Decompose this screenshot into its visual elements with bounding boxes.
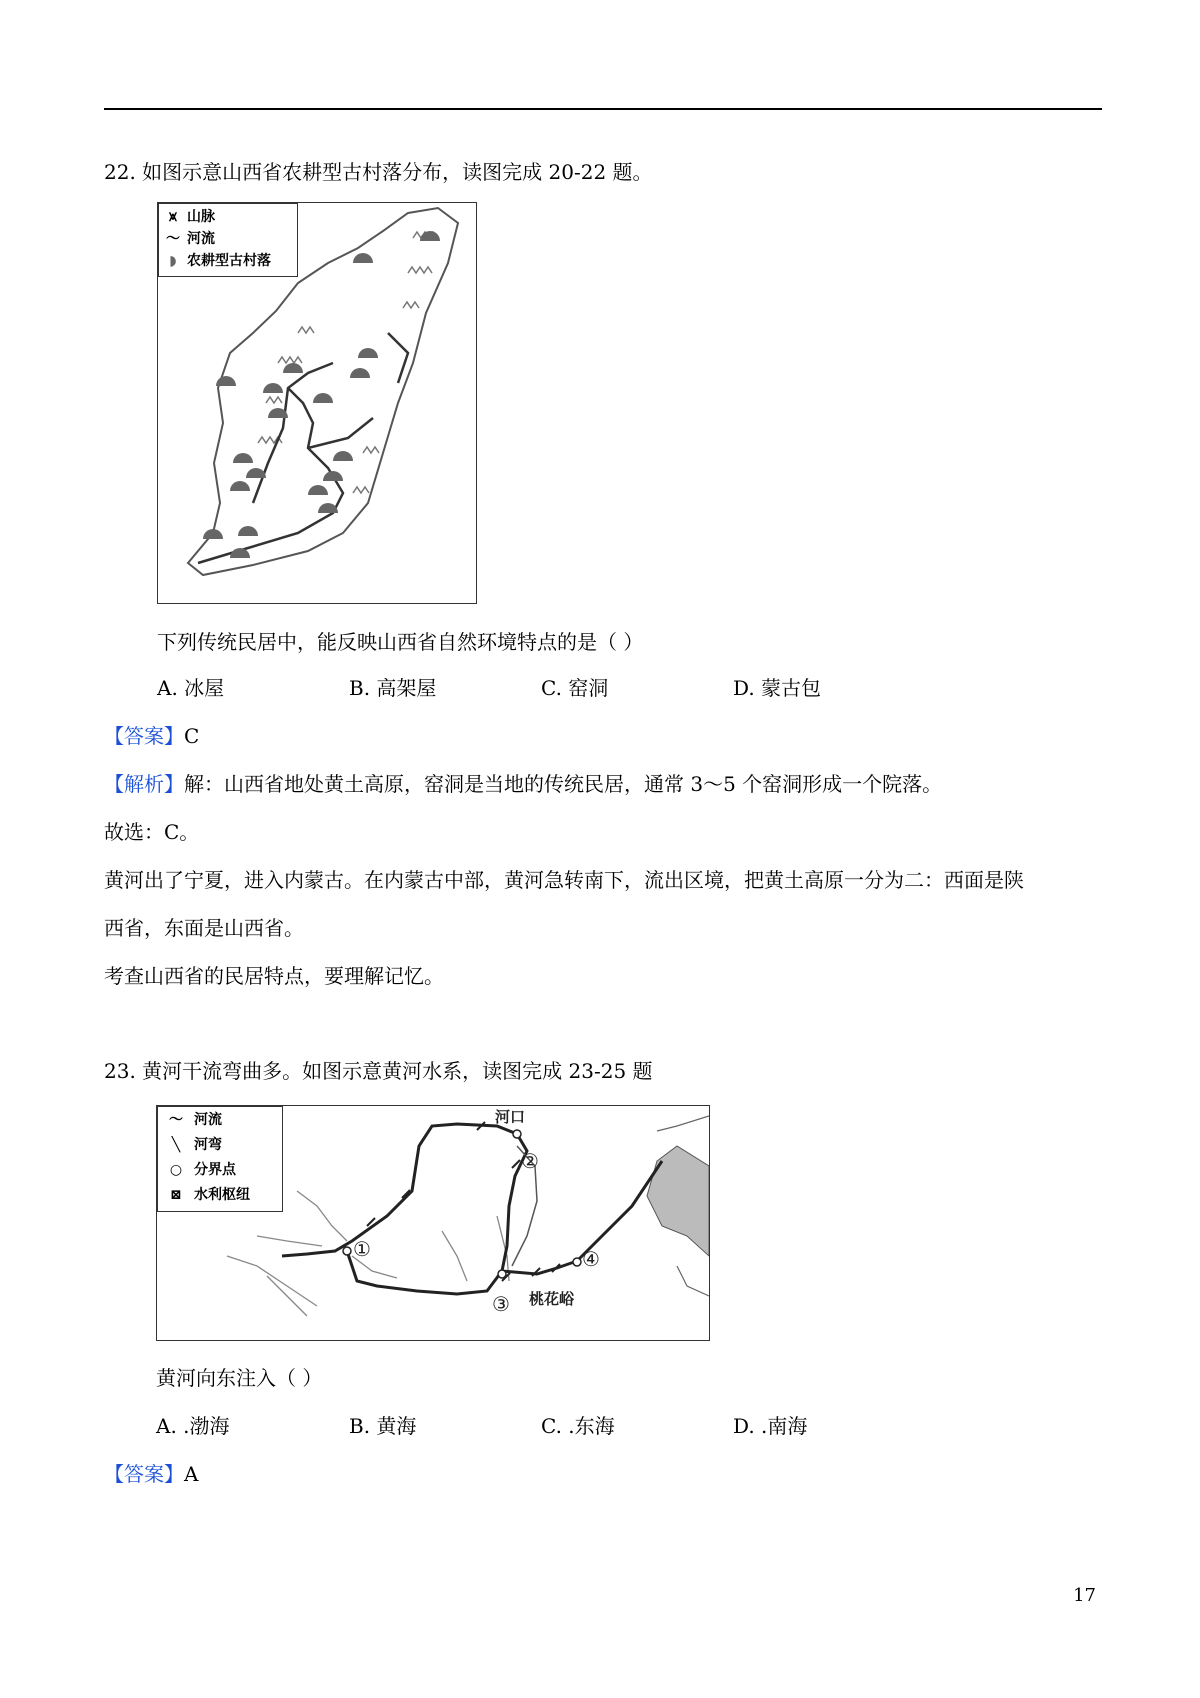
q22-analysis-line-1: 【解析】解：山西省地处黄土高原，窑洞是当地的传统民居，通常 3～5 个窑洞形成一个院落。 — [104, 772, 943, 796]
analysis-tag: 【解析】 — [104, 772, 184, 796]
label-taohuayu: 桃花峪 — [529, 1290, 575, 1308]
legend-river: 〜 河流 — [159, 228, 215, 248]
q22-analysis-line-3: 黄河出了宁夏，进入内蒙古。在内蒙古中部，黄河急转南下，流出区境，把黄土高原一分为二：西面是陕 — [104, 868, 1024, 892]
bend-icon: ╲ — [171, 1137, 181, 1153]
q23-option-d: D. .南海 — [733, 1414, 808, 1438]
village-icon: ◗ — [169, 253, 177, 269]
q23-stem: 23. 黄河干流弯曲多。如图示意黄河水系，读图完成 23-25 题 — [104, 1059, 653, 1083]
river-icon: 〜 — [169, 1112, 183, 1128]
q22-analysis-line-4: 西省，东面是山西省。 — [104, 916, 304, 940]
yellow-river-map-legend — [157, 1106, 283, 1212]
answer-tag: 【答案】 — [104, 724, 184, 748]
label-point-4: ④ — [582, 1247, 600, 1271]
q22-question: 下列传统民居中，能反映山西省自然环境特点的是（ ） — [157, 630, 644, 654]
answer-tag: 【答案】 — [104, 1462, 184, 1486]
q23-option-b: B. 黄海 — [349, 1414, 417, 1438]
q23-option-c: C. .东海 — [541, 1414, 615, 1438]
label-point-3: ③ — [492, 1292, 510, 1316]
q22-option-d: D. 蒙古包 — [733, 676, 822, 700]
q22-analysis-line-2: 故选：C。 — [104, 820, 200, 844]
circle-icon: ○ — [169, 1162, 183, 1178]
legend-mountain: ⩙ 山脉 — [159, 206, 215, 226]
yellow-river-map — [156, 1105, 710, 1341]
q22-analysis-line-5: 考查山西省的民居特点，要理解记忆。 — [104, 964, 444, 988]
q22-option-c: C. 窑洞 — [541, 676, 609, 700]
q22-option-b: B. 高架屋 — [349, 676, 437, 700]
q23-option-a: A. .渤海 — [156, 1414, 230, 1438]
q23-answer — [104, 1460, 198, 1488]
answer-value: A — [184, 1462, 199, 1486]
q22-option-a: A. 冰屋 — [157, 676, 225, 700]
answer-value: C — [184, 724, 200, 748]
mountain-icon: ⩙ — [169, 209, 177, 225]
legend-dam: ⊠ 水利枢纽 — [158, 1184, 250, 1204]
label-hekou: 河口 — [495, 1108, 526, 1126]
q23-question: 黄河向东注入（ ） — [156, 1366, 323, 1390]
page-number: 17 — [1073, 1585, 1096, 1606]
shanxi-map-legend — [158, 203, 298, 277]
river-icon: 〜 — [166, 231, 180, 247]
shanxi-map — [157, 202, 477, 604]
label-point-1: ① — [353, 1237, 371, 1261]
legend-division-point: ○ 分界点 — [158, 1159, 236, 1179]
label-point-2: ② — [521, 1149, 539, 1173]
header-rule — [104, 108, 1102, 110]
legend-river: 〜 河流 — [158, 1109, 222, 1129]
legend-village: ◗ 农耕型古村落 — [159, 250, 271, 270]
q22-stem: 22. 如图示意山西省农耕型古村落分布，读图完成 20-22 题。 — [104, 160, 653, 184]
dam-icon: ⊠ — [170, 1187, 182, 1203]
q22-answer — [104, 722, 199, 750]
legend-bend: ╲ 河弯 — [158, 1134, 222, 1154]
